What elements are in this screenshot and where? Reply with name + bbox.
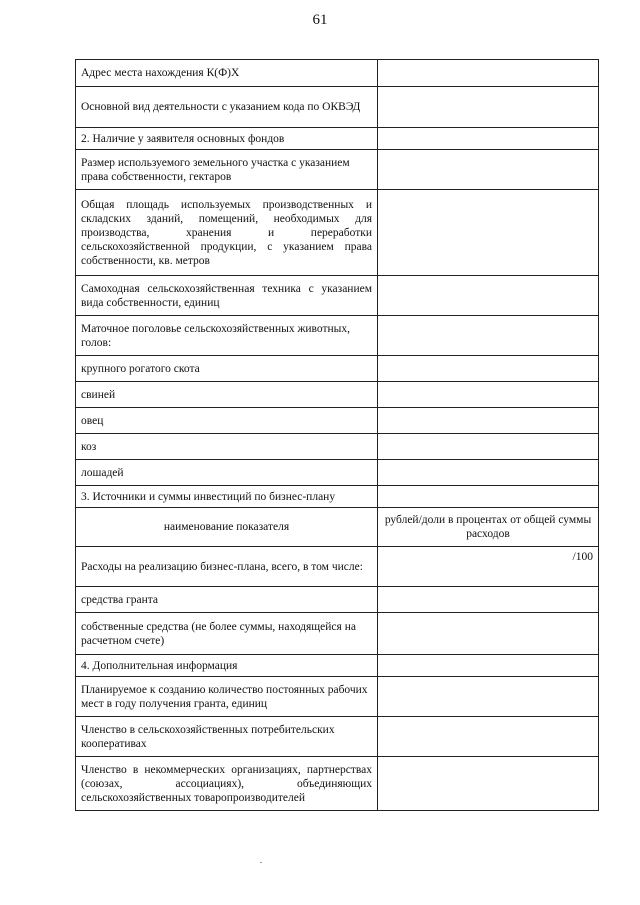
row-label: Основной вид деятельности с указанием кода по ОКВЭД: [76, 87, 378, 128]
value-cell[interactable]: [378, 316, 599, 356]
column-header-indicator: наименование показателя: [76, 508, 378, 547]
value-cell[interactable]: [378, 434, 599, 460]
empty-cell: [378, 128, 599, 150]
value-cell[interactable]: [378, 382, 599, 408]
row-label: Членство в некоммерческих организациях, партнерствах (союзах, ассоциациях), объединяющих сельскохозяйственных товаропроизводителей: [76, 757, 378, 811]
row-label: собственные средства (не более суммы, находящейся на расчетном счете): [76, 613, 378, 655]
table-row: [76, 408, 599, 434]
value-cell[interactable]: [378, 190, 599, 276]
table-row: [76, 587, 599, 613]
section-title: 2. Наличие у заявителя основных фондов: [76, 128, 378, 150]
value-cell[interactable]: /100: [378, 547, 599, 587]
section-header-row: [76, 128, 599, 150]
value-cell[interactable]: [378, 87, 599, 128]
empty-cell: [378, 655, 599, 677]
row-label: Членство в сельскохозяйственных потребительских кооперативах: [76, 717, 378, 757]
page-number: 61: [312, 12, 328, 28]
value-cell[interactable]: [378, 408, 599, 434]
table-row: [76, 434, 599, 460]
value-cell[interactable]: [378, 60, 599, 87]
value-cell[interactable]: [378, 150, 599, 190]
value-cell[interactable]: [378, 587, 599, 613]
section-title: 3. Источники и суммы инвестиций по бизнес-плану: [76, 486, 378, 508]
row-label: Самоходная сельскохозяйственная техника с указанием вида собственности, единиц: [76, 276, 378, 316]
value-cell[interactable]: [378, 757, 599, 811]
value-cell[interactable]: [378, 356, 599, 382]
table-row: [76, 757, 599, 811]
section-title: 4. Дополнительная информация: [76, 655, 378, 677]
row-label: свиней: [76, 382, 378, 408]
row-label: Расходы на реализацию бизнес-плана, всего, в том числе:: [76, 547, 378, 587]
table-row: [76, 190, 599, 276]
scan-artifact: [260, 862, 262, 863]
column-header-amount: рублей/доли в процентах от общей суммы расходов: [378, 508, 599, 547]
value-cell[interactable]: [378, 613, 599, 655]
table-row: [76, 356, 599, 382]
row-label: Планируемое к созданию количество постоянных рабочих мест в году получения гранта, единиц: [76, 677, 378, 717]
application-form-table: [75, 59, 599, 811]
row-label: средства гранта: [76, 587, 378, 613]
table-row: [76, 87, 599, 128]
table-row: [76, 382, 599, 408]
table-row: [76, 460, 599, 486]
row-label: Общая площадь используемых производственных и складских зданий, помещений, необходимых для производства, хранения и переработки сельскохозяйственной продукции, с указанием права собственности, кв. метров: [76, 190, 378, 276]
table-row: [76, 316, 599, 356]
table-row: [76, 150, 599, 190]
value-cell[interactable]: [378, 717, 599, 757]
row-label: крупного рогатого скота: [76, 356, 378, 382]
table-row: [76, 60, 599, 87]
row-label: овец: [76, 408, 378, 434]
empty-cell: [378, 486, 599, 508]
row-label: лошадей: [76, 460, 378, 486]
table-row: [76, 547, 599, 587]
column-header-row: [76, 508, 599, 547]
row-label: Маточное поголовье сельскохозяйственных животных, голов:: [76, 316, 378, 356]
value-cell[interactable]: [378, 677, 599, 717]
row-label: Адрес места нахождения К(Ф)Х: [76, 60, 378, 87]
row-label: Размер используемого земельного участка с указанием права собственности, гектаров: [76, 150, 378, 190]
table-row: [76, 613, 599, 655]
row-label: коз: [76, 434, 378, 460]
section-header-row: [76, 486, 599, 508]
value-cell[interactable]: [378, 276, 599, 316]
table-row: [76, 717, 599, 757]
table-row: [76, 276, 599, 316]
table-row: [76, 677, 599, 717]
section-header-row: [76, 655, 599, 677]
value-cell[interactable]: [378, 460, 599, 486]
